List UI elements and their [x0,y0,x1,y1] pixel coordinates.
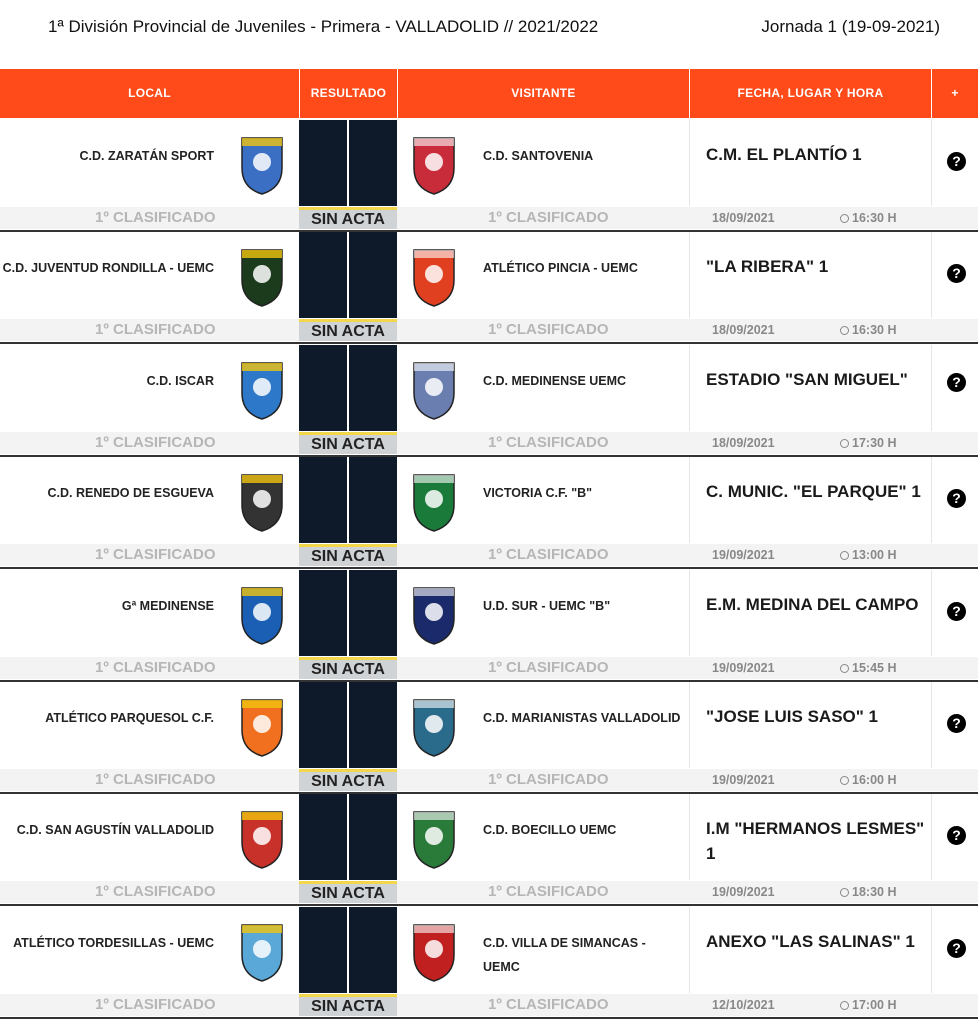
col-fecha: FECHA, LUGAR Y HORA [690,69,932,118]
away-team-name[interactable]: C.D. MEDINENSE UEMC [483,373,627,388]
clock-icon [840,214,849,223]
away-crest-icon [409,357,459,421]
question-circle-icon[interactable]: ? [947,489,966,508]
match-row[interactable] [0,907,978,1019]
venue-name: C.M. EL PLANTÍO 1 [706,145,862,164]
home-classification: 1º CLASIFICADO [95,771,216,788]
away-classification: 1º CLASIFICADO [488,321,609,339]
match-date: 18/09/2021 [712,323,775,338]
away-team-name[interactable]: VICTORIA C.F. "B" [483,486,593,501]
home-team-name[interactable]: C.D. ZARATÁN SPORT [79,149,214,163]
match-date: 19/09/2021 [712,548,775,563]
away-team-name[interactable]: C.D. VILLA DE SIMANCAS - UEMC [483,935,646,974]
away-team-name[interactable]: C.D. MARIANISTAS VALLADOLID [483,711,681,725]
match-subrow [0,769,978,791]
result-box [299,570,397,656]
away-team-name[interactable]: ATLÉTICO PINCIA - UEMC [483,261,638,276]
away-crest-icon [409,132,459,196]
status-badge: SIN ACTA [299,657,397,679]
question-circle-icon[interactable]: ? [947,264,966,283]
away-crest-icon [409,806,459,870]
venue-name: "LA RIBERA" 1 [706,257,829,277]
question-circle-icon[interactable]: ? [947,152,966,171]
top-bar [0,0,978,58]
home-classification: 1º CLASIFICADO [95,209,216,226]
away-classification: 1º CLASIFICADO [488,883,609,901]
match-row[interactable] [0,120,978,232]
home-crest-icon [237,806,287,870]
away-classification: 1º CLASIFICADO [488,995,609,1013]
match-date: 18/09/2021 [712,211,775,225]
match-row[interactable] [0,232,978,344]
match-time-value: 16:00 H [852,773,897,787]
match-subrow [0,207,978,229]
home-team-name[interactable]: ATLÉTICO PARQUESOL C.F. [45,711,214,725]
away-team-name[interactable]: C.D. SANTOVENIA [483,149,594,163]
clock-icon [840,439,849,448]
clock-icon [840,888,849,897]
match-date: 18/09/2021 [712,435,775,450]
result-box [299,457,397,543]
clock-icon [840,326,849,335]
match-time-value: 15:45 H [852,660,897,675]
question-circle-icon[interactable]: ? [947,373,966,392]
home-team-name[interactable]: C.D. ISCAR [146,373,214,388]
question-circle-icon[interactable]: ? [947,826,966,845]
away-classification: 1º CLASIFICADO [488,771,609,788]
match-row[interactable] [0,345,978,457]
match-subrow [0,432,978,454]
away-classification: 1º CLASIFICADO [488,546,609,564]
result-box [299,345,397,431]
competition-title: 1ª División Provincial de Juveniles - Primera - VALLADOLID // 2021/2022 [48,17,599,36]
col-visitante: VISITANTE [398,69,690,118]
match-time [840,998,896,1012]
home-crest-icon [237,357,287,421]
home-team-name[interactable]: C.D. RENEDO DE ESGUEVA [47,486,214,501]
col-local: LOCAL [0,69,300,118]
matchday-label: Jornada 1 (19-09-2021) [761,17,940,36]
venue-name: I.M "HERMANOS LESMES" 1 [706,819,925,864]
match-time [840,436,896,450]
col-plus[interactable]: + [951,86,959,100]
row-divider [0,1017,978,1019]
away-crest-icon [409,694,459,758]
home-crest-icon [237,244,287,308]
venue-name: E.M. MEDINA DEL CAMPO [706,594,919,614]
match-time-value: 13:00 H [852,548,897,563]
result-box [299,907,397,993]
clock-icon [840,776,849,785]
home-classification: 1º CLASIFICADO [95,321,216,339]
question-circle-icon[interactable]: ? [947,714,966,733]
table-header [0,69,978,118]
status-badge: SIN ACTA [299,432,397,454]
result-box [299,794,397,880]
home-team-name[interactable]: C.D. SAN AGUSTÍN VALLADOLID [16,823,214,838]
match-time [840,773,896,787]
clock-icon [840,664,849,673]
away-crest-icon [409,244,459,308]
venue-name: "JOSE LUIS SASO" 1 [706,707,879,726]
match-time-value: 18:30 H [852,885,897,900]
status-badge: SIN ACTA [299,769,397,791]
match-date: 19/09/2021 [712,660,775,675]
home-classification: 1º CLASIFICADO [95,546,216,564]
venue-name: ANEXO "LAS SALINAS" 1 [706,931,915,951]
match-time [840,323,896,337]
away-crest-icon [409,469,459,533]
match-time-value: 17:30 H [852,435,897,450]
home-crest-icon [237,469,287,533]
away-crest-icon [409,919,459,983]
venue-name: C. MUNIC. "EL PARQUE" 1 [706,482,921,502]
match-date: 19/09/2021 [712,885,775,900]
match-subrow [0,994,978,1016]
match-row[interactable] [0,794,978,906]
match-time-value: 17:00 H [852,997,897,1012]
match-time [840,661,896,675]
away-classification: 1º CLASIFICADO [488,658,609,676]
question-circle-icon[interactable]: ? [947,602,966,621]
col-resultado: RESULTADO [300,69,398,118]
home-crest-icon [237,582,287,646]
home-team-name[interactable]: C.D. JUVENTUD RONDILLA - UEMC [2,261,214,276]
match-time-value: 16:30 H [852,323,897,338]
away-team-name[interactable]: C.D. BOECILLO UEMC [483,823,617,838]
home-classification: 1º CLASIFICADO [95,658,216,676]
status-badge: SIN ACTA [299,207,397,229]
home-crest-icon [237,919,287,983]
match-subrow [0,657,978,679]
status-badge: SIN ACTA [299,881,397,903]
result-box [299,232,397,318]
match-subrow [0,881,978,903]
home-classification: 1º CLASIFICADO [95,995,216,1013]
match-subrow [0,319,978,341]
away-team-name[interactable]: U.D. SUR - UEMC "B" [483,598,611,613]
home-team-name[interactable]: ATLÉTICO TORDESILLAS - UEMC [13,935,214,950]
home-crest-icon [237,694,287,758]
venue-name: ESTADIO "SAN MIGUEL" [706,369,908,389]
away-classification: 1º CLASIFICADO [488,433,609,451]
status-badge: SIN ACTA [299,319,397,341]
match-time [840,211,896,225]
away-classification: 1º CLASIFICADO [488,209,609,226]
home-team-name[interactable]: Gª MEDINENSE [121,598,214,613]
result-box [299,120,397,206]
match-subrow [0,544,978,566]
match-row[interactable] [0,457,978,569]
home-classification: 1º CLASIFICADO [95,883,216,901]
question-circle-icon[interactable]: ? [947,939,966,958]
match-time [840,548,896,562]
match-date: 19/09/2021 [712,773,775,787]
away-crest-icon [409,582,459,646]
clock-icon [840,1001,849,1010]
result-box [299,682,397,768]
clock-icon [840,551,849,560]
match-date: 12/10/2021 [712,997,775,1012]
home-classification: 1º CLASIFICADO [95,433,216,451]
status-badge: SIN ACTA [299,544,397,566]
status-badge: SIN ACTA [299,994,397,1016]
match-row[interactable] [0,570,978,682]
match-time [840,885,896,899]
match-row[interactable] [0,682,978,794]
home-crest-icon [237,132,287,196]
match-time-value: 16:30 H [852,211,897,225]
